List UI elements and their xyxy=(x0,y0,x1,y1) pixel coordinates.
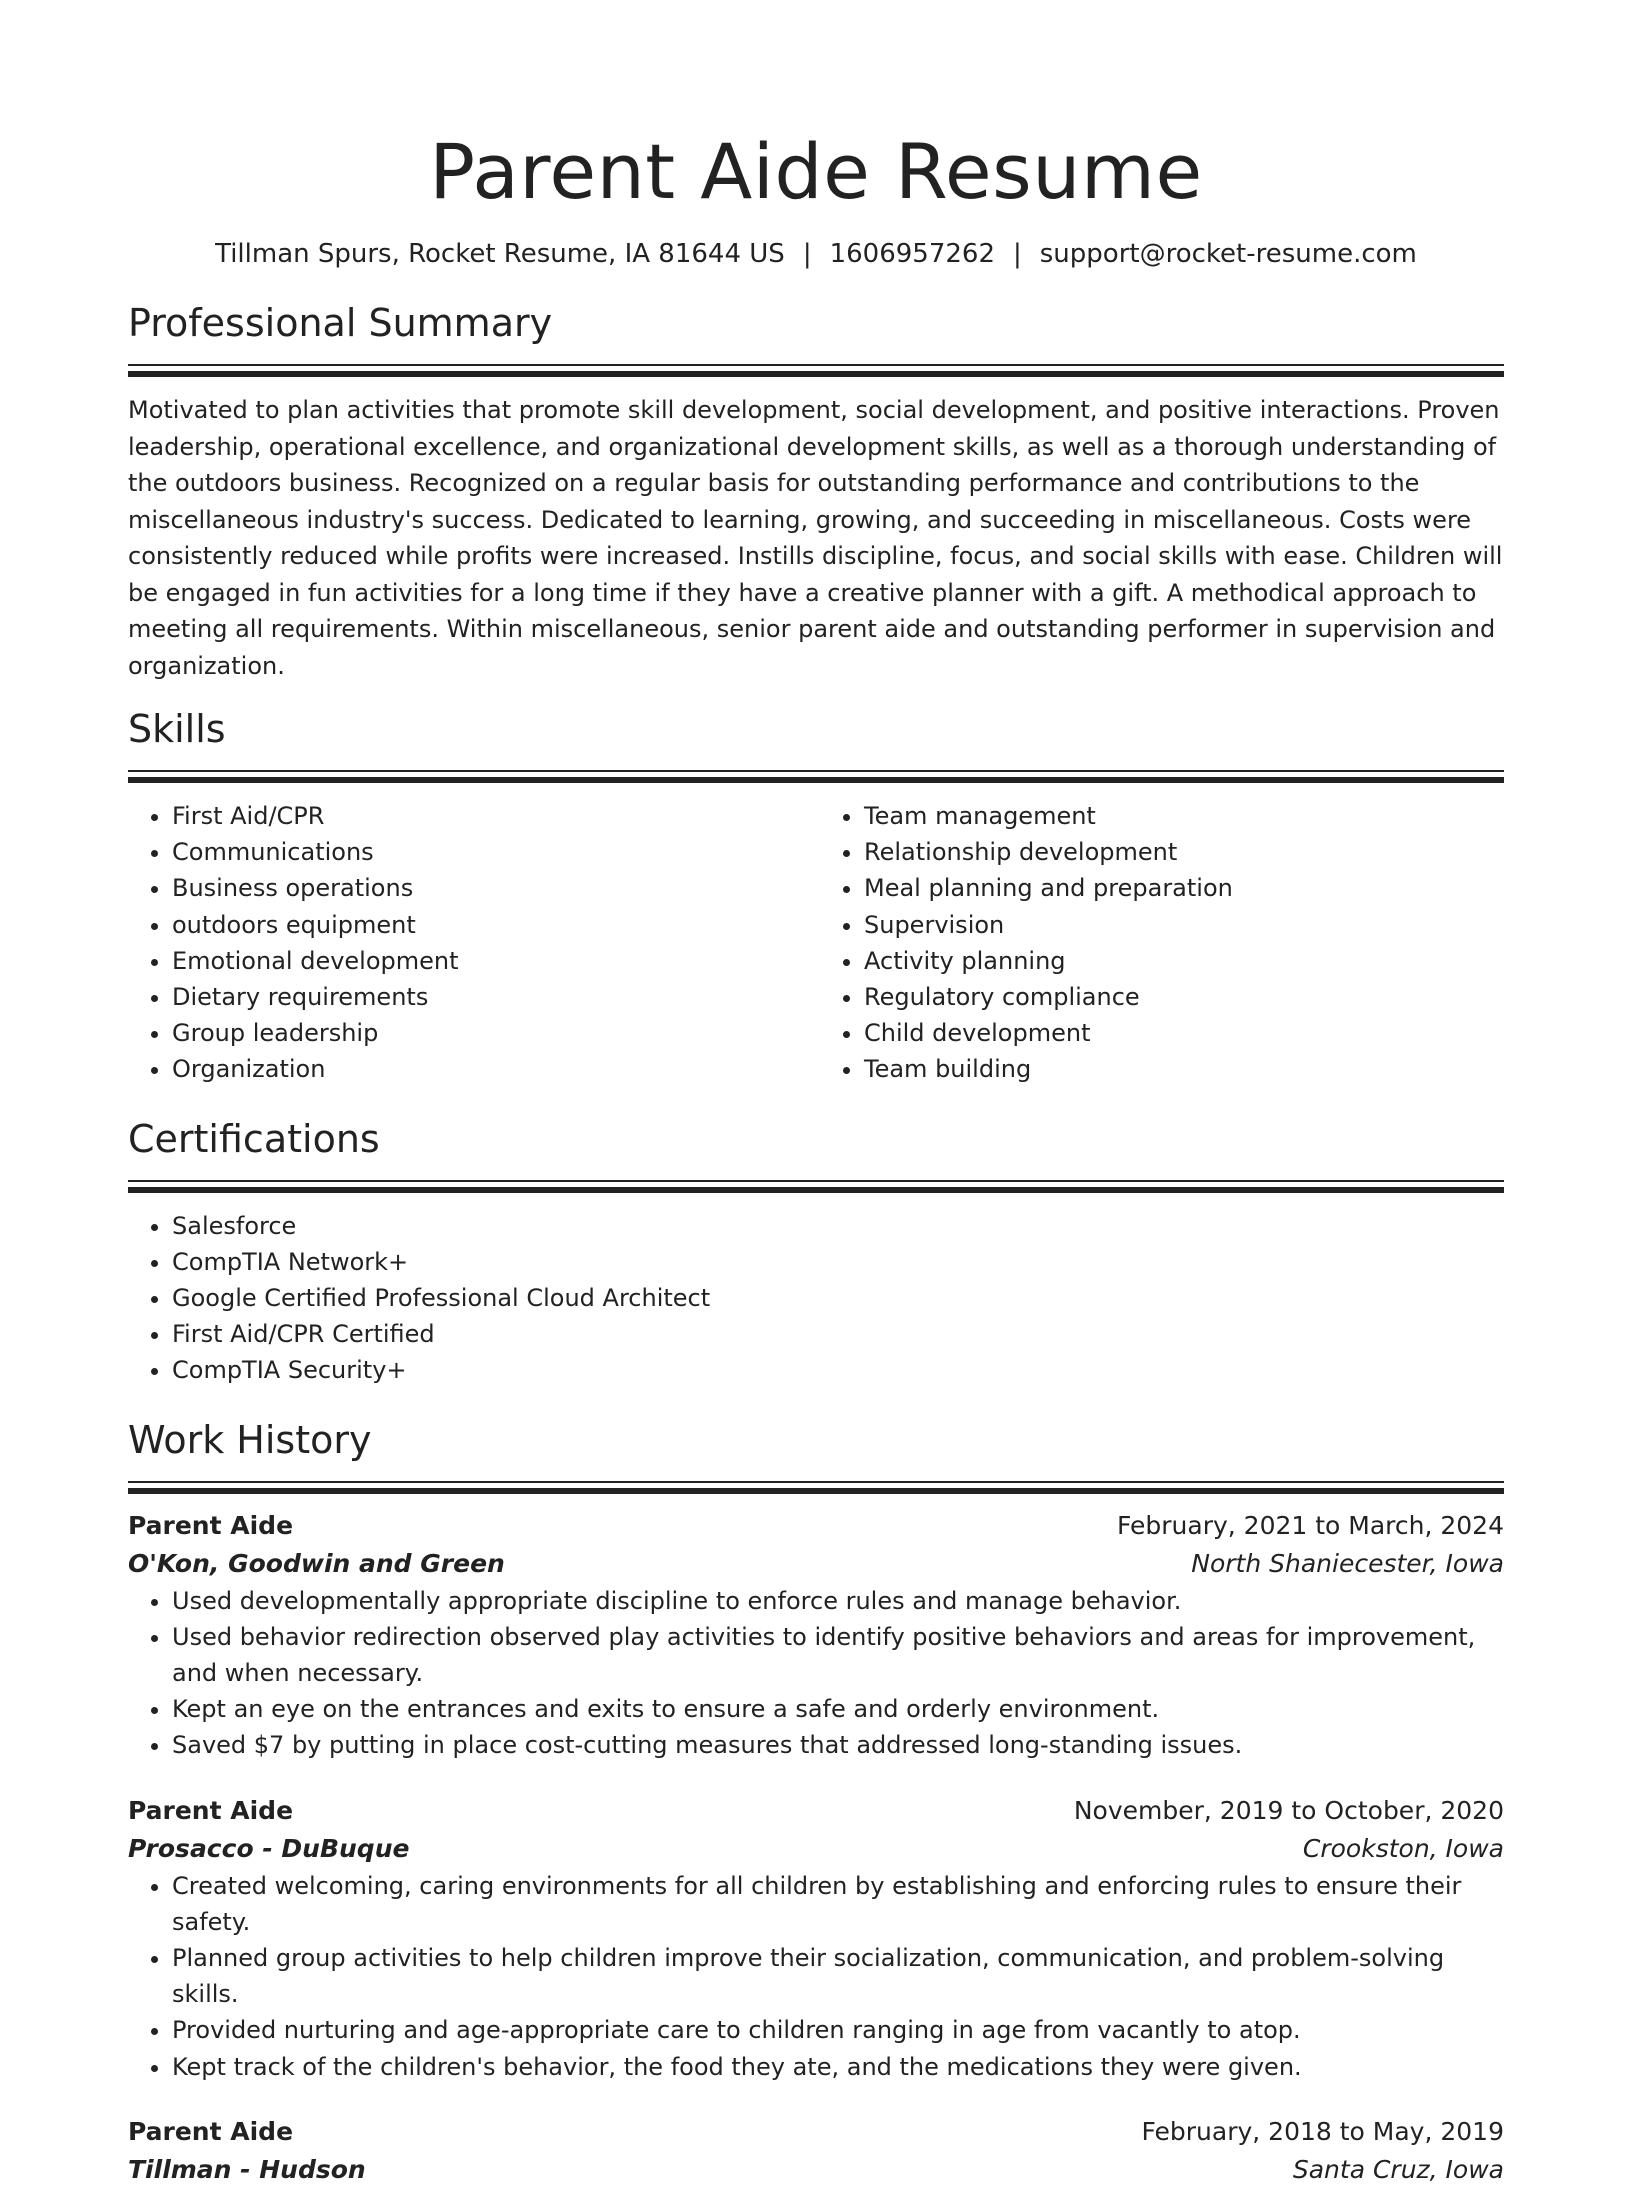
skills-columns xyxy=(128,798,1504,1088)
job-subheader-row xyxy=(128,1545,1504,1583)
job-bullet: • Used behavior redirection observed play activities to identify positive behaviors and areas for improvement, and when necessary. xyxy=(172,1619,1504,1691)
job-dates: February, 2018 to May, 2019 xyxy=(1141,2116,1504,2146)
skill-item: • Business operations xyxy=(172,870,816,906)
skills-heading: Skills xyxy=(128,707,226,751)
job-bullet: • Kept an eye on the entrances and exits to ensure a safe and orderly environment. xyxy=(172,1691,1504,1727)
job-header-row xyxy=(128,1507,1504,1545)
skill-item: • Regulatory compliance xyxy=(864,979,1504,1015)
skill-item: • Activity planning xyxy=(864,943,1504,979)
skills-left-list xyxy=(128,798,816,1088)
page-title: Parent Aide Resume xyxy=(429,127,1203,216)
skills-left-column xyxy=(128,798,816,1088)
section-divider xyxy=(128,1481,1504,1493)
job-title: Parent Aide xyxy=(128,1510,294,1540)
section-divider xyxy=(128,1180,1504,1192)
job-title: Parent Aide xyxy=(128,1795,294,1825)
skills-right-column xyxy=(816,798,1504,1088)
skill-item: • Communications xyxy=(172,834,816,870)
certification-item: • CompTIA Network+ xyxy=(172,1244,1504,1280)
skill-item: • Relationship development xyxy=(864,834,1504,870)
job-bullet: • Provided nurturing and age-appropriate care to children ranging in age from vacantly to atop. xyxy=(172,2012,1504,2048)
job-subheader-row xyxy=(128,1830,1504,1868)
job-location: Crookston, Iowa xyxy=(1302,1833,1504,1863)
work-history-heading: Work History xyxy=(128,1417,372,1462)
job-location: North Shaniecester, Iowa xyxy=(1191,1548,1504,1578)
job-bullet: • Created welcoming, caring environments for all children by establishing and enforcing rules to ensure their safety. xyxy=(172,1868,1504,1940)
job-entry xyxy=(128,2113,1504,2189)
work-history-section xyxy=(128,1415,1504,2189)
job-header-row xyxy=(128,2113,1504,2151)
certifications-section xyxy=(128,1114,1504,1389)
contact-email: support@rocket-resume.com xyxy=(1039,239,1417,269)
section-divider xyxy=(128,770,1504,782)
skill-item: • outdoors equipment xyxy=(172,907,816,943)
skill-item: • First Aid/CPR xyxy=(172,798,816,834)
skill-item: • Team management xyxy=(864,798,1504,834)
contact-address: Tillman Spurs, Rocket Resume, IA 81644 US xyxy=(215,239,785,269)
summary-text: Motivated to plan activities that promote skill development, social development, and positive interactions. Proven leadership, operational excellence, and organizational development skills, as well as a thorough understanding of the outdoors business. Recognized on a regular basis for outstanding performance and contributions to the miscellaneous industry's success. Dedicated to learning, growing, and succeeding in miscellaneous. Costs were consistently reduced while profits were increased. Instills discipline, focus, and social skills with ease. Children will be engaged in fun activities for a long time if they have a creative planner with a gift. A methodical approach to meeting all requirements. Within miscellaneous, senior parent aide and outstanding performer in supervision and organization. xyxy=(128,396,1503,680)
skill-item: • Team building xyxy=(864,1051,1504,1087)
certifications-list xyxy=(128,1208,1504,1389)
summary-heading: Professional Summary xyxy=(128,301,553,345)
job-dates: November, 2019 to October, 2020 xyxy=(1073,1795,1504,1825)
contact-separator: | xyxy=(802,239,812,269)
certification-item: • Salesforce xyxy=(172,1208,1504,1244)
skill-item: • Dietary requirements xyxy=(172,979,816,1015)
contact-separator: | xyxy=(1013,239,1022,269)
skills-section xyxy=(128,704,1504,1088)
job-bullet: • Saved $7 by putting in place cost-cutting measures that addressed long-standing issues. xyxy=(172,1727,1504,1763)
job-title: Parent Aide xyxy=(128,2116,294,2146)
job-location: Santa Cruz, Iowa xyxy=(1292,2154,1504,2184)
job-bullet: • Used developmentally appropriate discipline to enforce rules and manage behavior. xyxy=(172,1583,1504,1619)
job-subheader-row xyxy=(128,2151,1504,2189)
job-bullet-list xyxy=(128,1583,1504,1764)
skill-item: • Supervision xyxy=(864,907,1504,943)
summary-section xyxy=(128,298,1504,684)
certification-item: • First Aid/CPR Certified xyxy=(172,1316,1504,1352)
job-company: O'Kon, Goodwin and Green xyxy=(128,1548,505,1578)
job-bullet: • Planned group activities to help children improve their socialization, communication, and problem-solving skills. xyxy=(172,1940,1504,2012)
skills-right-list xyxy=(816,798,1504,1088)
skill-item: • Organization xyxy=(172,1051,816,1087)
certifications-heading: Certifications xyxy=(128,1116,380,1161)
resume-page xyxy=(128,0,1504,2189)
certification-item: • Google Certified Professional Cloud Architect xyxy=(172,1280,1504,1316)
job-bullet-list xyxy=(128,1868,1504,2085)
job-entry xyxy=(128,1507,1504,1764)
skill-item: • Child development xyxy=(864,1015,1504,1051)
job-company: Tillman - Hudson xyxy=(128,2154,366,2184)
job-header-row xyxy=(128,1792,1504,1830)
contact-line xyxy=(128,236,1504,272)
contact-phone: 1606957262 xyxy=(829,239,995,269)
job-entry xyxy=(128,1792,1504,2085)
skill-item: • Group leadership xyxy=(172,1015,816,1051)
job-company: Prosacco - DuBuque xyxy=(128,1833,410,1863)
certification-item: • CompTIA Security+ xyxy=(172,1352,1504,1388)
skill-item: • Emotional development xyxy=(172,943,816,979)
job-bullet: • Kept track of the children's behavior, the food they ate, and the medications they were given. xyxy=(172,2049,1504,2085)
job-dates: February, 2021 to March, 2024 xyxy=(1116,1510,1504,1540)
skill-item: • Meal planning and preparation xyxy=(864,870,1504,906)
section-divider xyxy=(128,364,1504,376)
